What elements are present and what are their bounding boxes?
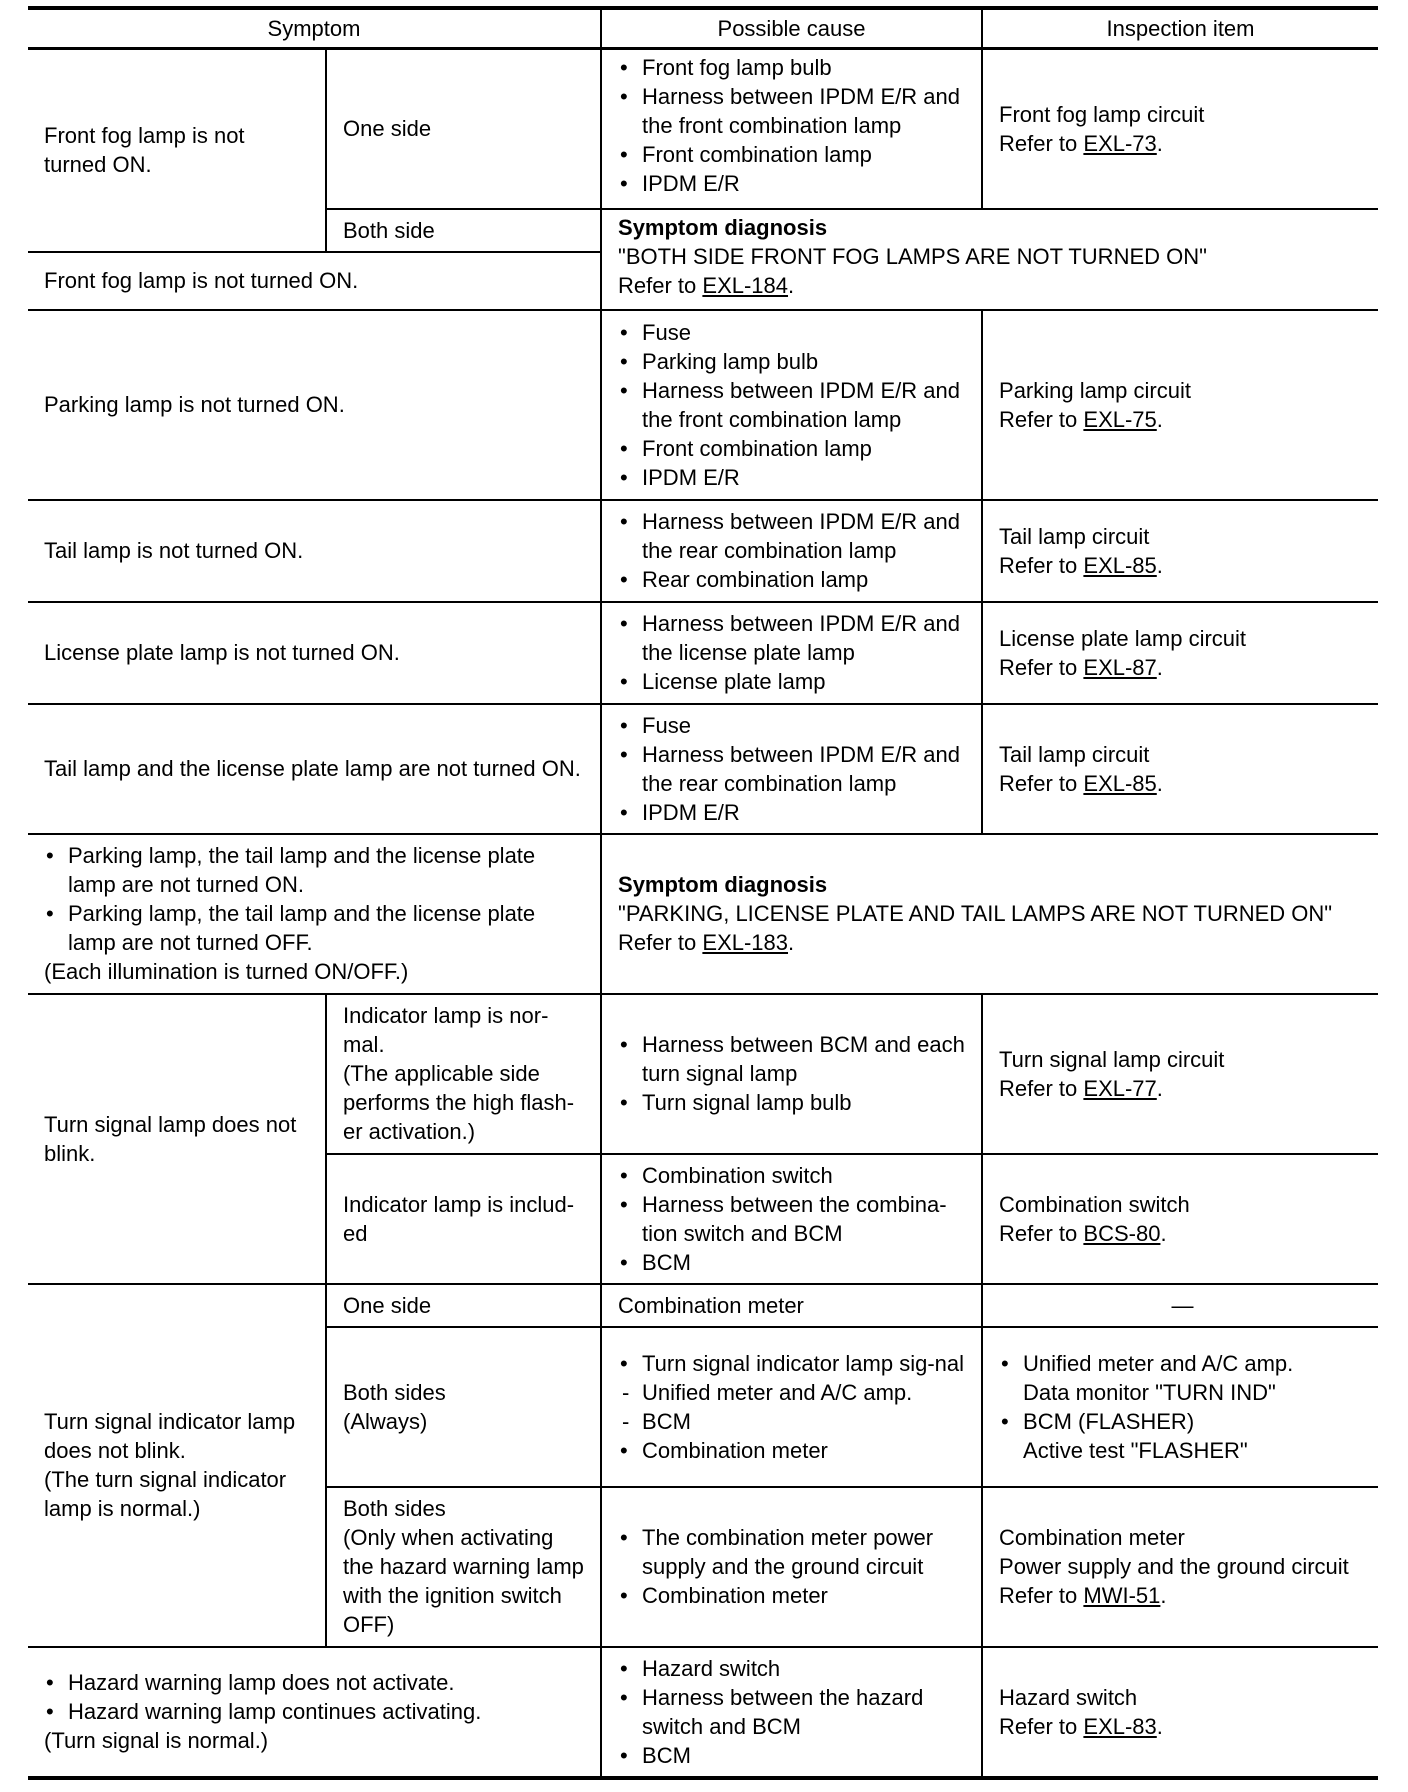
list-item: • Harness between the hazard switch and BCM	[618, 1683, 969, 1741]
cause-cell	[601, 1647, 982, 1778]
reference-link[interactable]: EXL-83	[1083, 1713, 1157, 1739]
reference-link[interactable]: EXL-183	[702, 930, 789, 955]
inspection-cell	[982, 704, 1378, 834]
refer-suffix: .	[1160, 1583, 1167, 1608]
list-item: • Front combination lamp	[618, 434, 969, 463]
inspection-title: Front fog lamp circuit	[999, 101, 1205, 127]
list-item: • BCM	[618, 1248, 969, 1277]
list-item: • License plate lamp	[618, 667, 969, 696]
refer-prefix: Refer to	[999, 770, 1084, 796]
list-item: - BCM	[618, 1407, 969, 1436]
sub-symptom-cell: One side	[326, 1284, 601, 1327]
cause-cell	[601, 994, 982, 1154]
symptom-note: (Turn signal is normal.)	[44, 1728, 269, 1753]
list-item: • IPDM E/R	[618, 169, 969, 198]
header-possible-cause: Possible cause	[601, 8, 982, 49]
symptom-text: Turn signal indicator lamp does not blink.	[44, 1409, 296, 1463]
refer-prefix: Refer to	[618, 272, 703, 298]
inspection-cell: —	[982, 1284, 1378, 1327]
table-row	[28, 1284, 1378, 1327]
sub-symptom-cell: Indicator lamp is includ-ed	[326, 1154, 601, 1284]
refer-prefix: Refer to	[999, 552, 1084, 578]
cause-cell	[601, 602, 982, 704]
inspection-cell	[982, 1487, 1378, 1647]
refer-suffix: .	[1156, 1713, 1163, 1739]
inspection-title: Combination switch	[999, 1191, 1190, 1217]
sub-symptom-cell	[326, 1487, 601, 1647]
list-item: • Front fog lamp bulb	[618, 53, 969, 82]
list-item: • Harness between IPDM E/R and the rear combination lamp	[618, 740, 969, 798]
inspection-cell	[982, 602, 1378, 704]
list-item: • Parking lamp bulb	[618, 347, 969, 376]
list-item: • Hazard warning lamp does not activate.	[44, 1668, 588, 1697]
refer-suffix: .	[1156, 654, 1163, 680]
sub-symptom-note: (The applicable side performs the high flash-er activation.)	[343, 1061, 575, 1144]
inspection-cell	[982, 500, 1378, 602]
cause-cell	[601, 1154, 982, 1284]
table-row	[28, 310, 1378, 500]
refer-prefix: Refer to	[999, 1075, 1084, 1101]
diagnosis-cell	[601, 209, 1378, 310]
list-item: • Turn signal lamp bulb	[618, 1088, 969, 1117]
table-row	[28, 834, 1378, 994]
inspection-title: Tail lamp circuit	[999, 741, 1150, 767]
list-item: - Unified meter and A/C amp.	[618, 1378, 969, 1407]
list-item: • IPDM E/R	[618, 798, 969, 827]
refer-prefix: Refer to	[999, 654, 1084, 680]
cause-cell	[601, 704, 982, 834]
diagnosis-title: Symptom diagnosis	[618, 214, 828, 240]
symptom-cell: Tail lamp is not turned ON.	[28, 500, 601, 602]
refer-prefix: Refer to	[999, 130, 1084, 156]
list-item	[999, 1407, 1366, 1465]
table-row	[28, 602, 1378, 704]
reference-link[interactable]: BCS-80	[1083, 1220, 1161, 1246]
symptom-cell	[28, 1284, 326, 1647]
inspection-title: Tail lamp circuit	[999, 523, 1150, 549]
list-item: • Harness between IPDM E/R and the front combination lamp	[618, 82, 969, 140]
sub-symptom-text: Both sides	[343, 1496, 446, 1521]
inspection-title: License plate lamp circuit	[999, 625, 1247, 651]
list-item: • Combination meter	[618, 1436, 969, 1465]
list-item: • Hazard switch	[618, 1654, 969, 1683]
cause-cell	[601, 1487, 982, 1647]
cause-cell	[601, 1327, 982, 1487]
refer-prefix: Refer to	[999, 406, 1084, 432]
refer-prefix: Refer to	[618, 930, 703, 955]
list-item	[999, 1349, 1366, 1407]
inspection-detail: Data monitor "TURN IND"	[1023, 1379, 1276, 1405]
symptom-cell: Turn signal lamp does not blink.	[28, 994, 326, 1284]
symptom-cell: Front fog lamp is not turned ON.	[28, 49, 326, 252]
header-inspection-item: Inspection item	[982, 8, 1378, 49]
sub-symptom-text: Indicator lamp is nor-mal.	[343, 1003, 549, 1057]
symptom-cell	[28, 1647, 601, 1778]
inspection-title: Parking lamp circuit	[999, 377, 1191, 403]
list-item: • Front combination lamp	[618, 140, 969, 169]
sub-symptom-cell	[326, 994, 601, 1154]
reference-link[interactable]: EXL-75	[1083, 406, 1157, 432]
diagnosis-title: Symptom diagnosis	[618, 872, 828, 897]
list-item: • Combination meter	[618, 1581, 969, 1610]
list-item: • The combination meter power supply and the ground circuit	[618, 1523, 969, 1581]
inspection-detail: Power supply and the ground circuit	[999, 1554, 1349, 1579]
list-item: • Harness between BCM and each turn signal lamp	[618, 1030, 969, 1088]
list-item: • Harness between the combina-tion switch and BCM	[618, 1190, 969, 1248]
list-item: • IPDM E/R	[618, 463, 969, 492]
refer-prefix: Refer to	[999, 1220, 1084, 1246]
reference-link[interactable]: EXL-85	[1083, 770, 1157, 796]
inspection-title: Combination meter	[999, 1525, 1185, 1550]
symptom-cell: Parking lamp is not turned ON.	[28, 310, 601, 500]
header-symptom: Symptom	[28, 8, 601, 49]
inspection-title: • BCM (FLASHER)	[1023, 1408, 1195, 1434]
list-item: • Combination switch	[618, 1161, 969, 1190]
cause-cell	[601, 310, 982, 500]
table-row	[28, 1647, 1378, 1778]
symptom-note: (The turn signal indicator lamp is normal.)	[44, 1467, 287, 1521]
list-item: • Hazard warning lamp continues activating.	[44, 1697, 588, 1726]
refer-suffix: .	[788, 930, 795, 955]
list-item: • Fuse	[618, 318, 969, 347]
refer-suffix: .	[1156, 130, 1163, 156]
list-item: • Rear combination lamp	[618, 565, 969, 594]
table-row	[28, 994, 1378, 1154]
table-row	[28, 500, 1378, 602]
list-item: • Parking lamp, the tail lamp and the license plate lamp are not turned ON.	[44, 841, 588, 899]
sub-symptom-cell: One side	[326, 49, 601, 209]
refer-suffix: .	[1156, 552, 1163, 578]
list-item: • BCM	[618, 1741, 969, 1770]
symptom-cell: Front fog lamp is not turned ON.	[28, 252, 601, 310]
refer-suffix: .	[1156, 406, 1163, 432]
cause-cell	[601, 49, 982, 209]
refer-prefix: Refer to	[999, 1583, 1084, 1608]
diagnosis-cell	[601, 834, 1378, 994]
inspection-cell	[982, 49, 1378, 209]
refer-prefix: Refer to	[999, 1713, 1084, 1739]
reference-link[interactable]: EXL-85	[1083, 552, 1157, 578]
inspection-cell	[982, 1154, 1378, 1284]
table-row	[28, 704, 1378, 834]
reference-link[interactable]: EXL-184	[702, 272, 789, 298]
refer-suffix: .	[1160, 1220, 1167, 1246]
cause-cell	[601, 500, 982, 602]
table-row	[28, 49, 1378, 209]
inspection-title: Hazard switch	[999, 1684, 1138, 1710]
list-item: • Turn signal indicator lamp sig-nal	[618, 1349, 969, 1378]
cause-cell: Combination meter	[601, 1284, 982, 1327]
symptom-note: (Each illumination is turned ON/OFF.)	[44, 959, 409, 984]
symptom-cell: Tail lamp and the license plate lamp are not turned ON.	[28, 704, 601, 834]
list-item: • Harness between IPDM E/R and the front combination lamp	[618, 376, 969, 434]
diagnosis-text: "PARKING, LICENSE PLATE AND TAIL LAMPS ARE NOT TURNED ON"	[618, 901, 1333, 926]
refer-suffix: .	[1156, 1075, 1163, 1101]
sub-symptom-cell	[326, 1327, 601, 1487]
reference-link[interactable]: MWI-51	[1083, 1583, 1161, 1608]
inspection-title: Turn signal lamp circuit	[999, 1046, 1225, 1072]
reference-link[interactable]: EXL-87	[1083, 654, 1157, 680]
symptom-cell: License plate lamp is not turned ON.	[28, 602, 601, 704]
inspection-cell	[982, 310, 1378, 500]
list-item: • Parking lamp, the tail lamp and the license plate lamp are not turned OFF.	[44, 899, 588, 957]
symptom-cell	[28, 834, 601, 994]
sub-symptom-note: (Only when activating the hazard warning lamp with the ignition switch OFF)	[343, 1525, 584, 1637]
refer-suffix: .	[1156, 770, 1163, 796]
diagnosis-table	[28, 6, 1378, 1780]
inspection-cell	[982, 1327, 1378, 1487]
list-item: • Fuse	[618, 711, 969, 740]
reference-link[interactable]: EXL-73	[1083, 130, 1157, 156]
list-item: • Harness between IPDM E/R and the license plate lamp	[618, 609, 969, 667]
sub-symptom-text: Both sides	[343, 1379, 446, 1405]
sub-symptom-note: (Always)	[343, 1408, 428, 1434]
reference-link[interactable]: EXL-77	[1083, 1075, 1157, 1101]
header-row	[28, 8, 1378, 49]
refer-suffix: .	[788, 272, 795, 298]
sub-symptom-cell: Both side	[326, 209, 601, 252]
inspection-title: • Unified meter and A/C amp.	[1023, 1350, 1294, 1376]
inspection-cell	[982, 994, 1378, 1154]
inspection-detail: Active test "FLASHER"	[1023, 1437, 1248, 1463]
list-item: • Harness between IPDM E/R and the rear combination lamp	[618, 507, 969, 565]
inspection-cell	[982, 1647, 1378, 1778]
diagnosis-text: "BOTH SIDE FRONT FOG LAMPS ARE NOT TURNED ON"	[618, 243, 1207, 269]
